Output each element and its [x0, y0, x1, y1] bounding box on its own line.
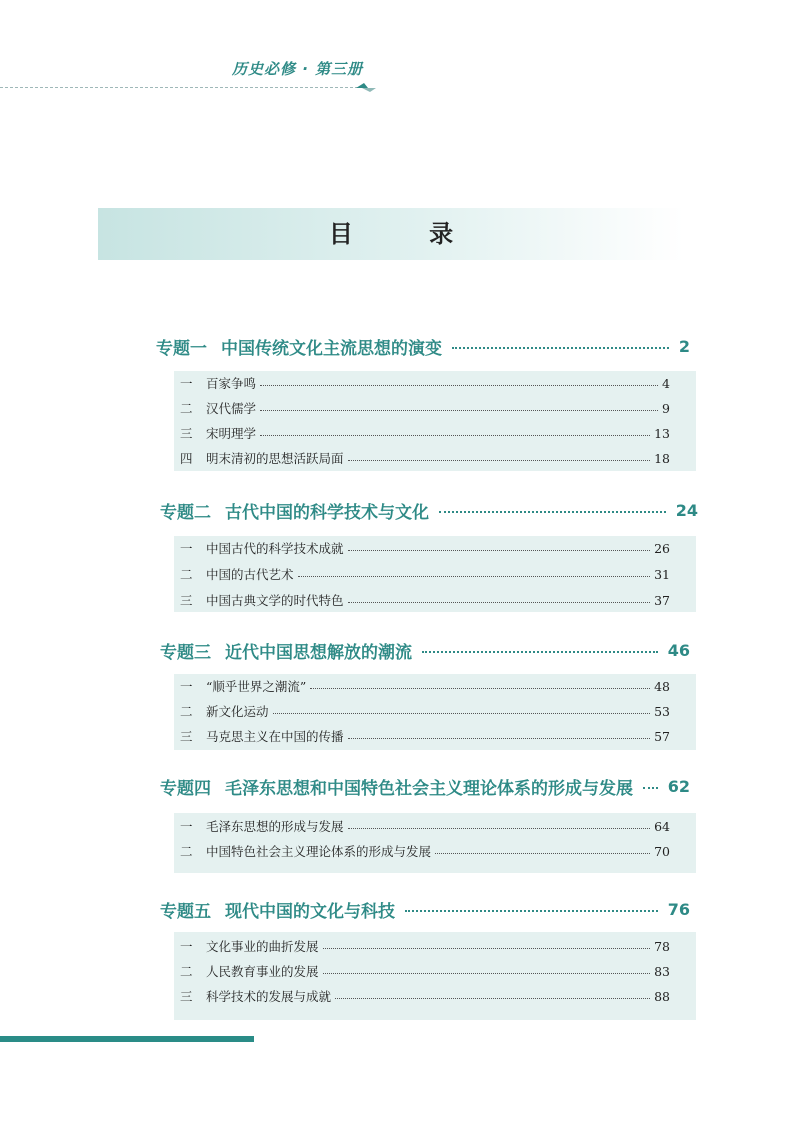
section-page: 78	[654, 938, 670, 954]
chapter-1-sections	[174, 371, 696, 471]
section-title: 中国古代的科学技术成就	[206, 541, 344, 556]
dot-leader	[323, 973, 651, 974]
section-number: 二	[180, 964, 193, 979]
chapter-page: 76	[667, 899, 690, 919]
chapter-2-sections	[174, 536, 696, 612]
toc-heading: 目 录	[328, 220, 488, 248]
header-divider	[0, 87, 358, 88]
section-number: 二	[180, 567, 193, 582]
dot-leader	[422, 651, 658, 653]
section-page: 13	[654, 425, 670, 441]
chapter-title: 近代中国思想解放的潮流	[225, 642, 412, 663]
section-title: 汉代儒学	[206, 401, 257, 416]
section-entry[interactable]	[180, 726, 670, 746]
dot-leader	[435, 853, 650, 854]
section-title: 人民教育事业的发展	[206, 964, 319, 979]
chapter-page: 62	[667, 776, 690, 796]
section-page: 53	[654, 703, 670, 719]
section-entry[interactable]	[180, 373, 670, 393]
chapter-title: 中国传统文化主流思想的演变	[221, 338, 442, 359]
section-entry[interactable]	[180, 961, 670, 981]
toc-banner	[98, 208, 684, 260]
section-entry[interactable]	[180, 423, 670, 443]
section-number: 三	[180, 729, 193, 744]
section-entry[interactable]	[180, 538, 670, 558]
section-number: 二	[180, 844, 193, 859]
section-number: 一	[180, 376, 193, 391]
section-entry[interactable]	[180, 590, 670, 610]
chapter-page: 46	[667, 640, 690, 660]
dot-leader	[260, 385, 658, 386]
section-number: 二	[180, 704, 193, 719]
section-page: 37	[654, 592, 670, 608]
section-number: 三	[180, 989, 193, 1004]
section-entry[interactable]	[180, 986, 670, 1006]
dot-leader	[323, 948, 651, 949]
section-number: 一	[180, 541, 193, 556]
chapter-label: 专题五	[160, 901, 211, 922]
dot-leader	[260, 435, 650, 436]
section-title: 文化事业的曲折发展	[206, 939, 319, 954]
dot-leader	[348, 828, 651, 829]
section-page: 57	[654, 728, 670, 744]
section-page: 26	[654, 540, 670, 556]
section-entry[interactable]	[180, 564, 670, 584]
section-page: 83	[654, 963, 670, 979]
chapter-4-entry[interactable]	[160, 773, 690, 799]
chapter-label: 专题二	[160, 502, 211, 523]
section-title: 中国特色社会主义理论体系的形成与发展	[206, 844, 432, 859]
chapter-1-entry[interactable]	[156, 333, 690, 359]
dot-leader	[405, 910, 658, 912]
chapter-4-sections	[174, 813, 696, 873]
chapter-label: 专题三	[160, 642, 211, 663]
chapter-label: 专题一	[156, 338, 207, 359]
footer-accent-bar	[0, 1036, 254, 1042]
dot-leader	[643, 787, 658, 789]
section-entry[interactable]	[180, 398, 670, 418]
section-title: 百家争鸣	[206, 376, 257, 391]
section-page: 4	[662, 375, 670, 391]
chapter-title: 古代中国的科学技术与文化	[225, 502, 429, 523]
section-page: 64	[654, 818, 670, 834]
section-title: “顺乎世界之潮流”	[206, 679, 307, 694]
section-title: 中国古典文学的时代特色	[206, 593, 344, 608]
section-title: 毛泽东思想的形成与发展	[206, 819, 344, 834]
chapter-3-entry[interactable]	[160, 637, 690, 663]
section-number: 三	[180, 593, 193, 608]
section-number: 二	[180, 401, 193, 416]
section-title: 明末清初的思想活跃局面	[206, 451, 344, 466]
section-entry[interactable]	[180, 676, 670, 696]
section-title: 中国的古代艺术	[206, 567, 294, 582]
section-title: 新文化运动	[206, 704, 269, 719]
section-entry[interactable]	[180, 841, 670, 861]
section-title: 马克思主义在中国的传播	[206, 729, 344, 744]
chapter-2-entry[interactable]	[160, 497, 698, 523]
dot-leader	[335, 998, 650, 999]
chapter-5-entry[interactable]	[160, 896, 690, 922]
chapter-5-sections	[174, 932, 696, 1020]
dot-leader	[348, 460, 651, 461]
chapter-title: 现代中国的文化与科技	[225, 901, 395, 922]
dot-leader	[348, 738, 651, 739]
section-entry[interactable]	[180, 936, 670, 956]
running-header	[0, 56, 794, 96]
section-number: 一	[180, 819, 193, 834]
section-number: 一	[180, 679, 193, 694]
dot-leader	[260, 410, 658, 411]
chapter-page: 24	[675, 500, 698, 520]
section-page: 88	[654, 988, 670, 1004]
chapter-title: 毛泽东思想和中国特色社会主义理论体系的形成与发展	[225, 778, 633, 799]
chapter-3-sections	[174, 674, 696, 750]
section-page: 9	[662, 400, 670, 416]
section-entry[interactable]	[180, 701, 670, 721]
dot-leader	[348, 550, 651, 551]
section-title: 宋明理学	[206, 426, 257, 441]
book-title: 历史必修 · 第三册	[232, 60, 364, 78]
section-page: 18	[654, 450, 670, 466]
section-page: 70	[654, 843, 670, 859]
dot-leader	[452, 347, 669, 349]
section-page: 31	[654, 566, 670, 582]
section-entry[interactable]	[180, 448, 670, 468]
section-page: 48	[654, 678, 670, 694]
dot-leader	[310, 688, 650, 689]
dot-leader	[273, 713, 651, 714]
chapter-label: 专题四	[160, 778, 211, 799]
chapter-page: 2	[678, 336, 690, 356]
dot-leader	[439, 511, 666, 513]
section-number: 一	[180, 939, 193, 954]
section-entry[interactable]	[180, 816, 670, 836]
section-number: 四	[180, 451, 193, 466]
section-number: 三	[180, 426, 193, 441]
dot-leader	[298, 576, 651, 577]
section-title: 科学技术的发展与成就	[206, 989, 332, 1004]
leaf-ornament-icon	[356, 80, 376, 94]
dot-leader	[348, 602, 651, 603]
